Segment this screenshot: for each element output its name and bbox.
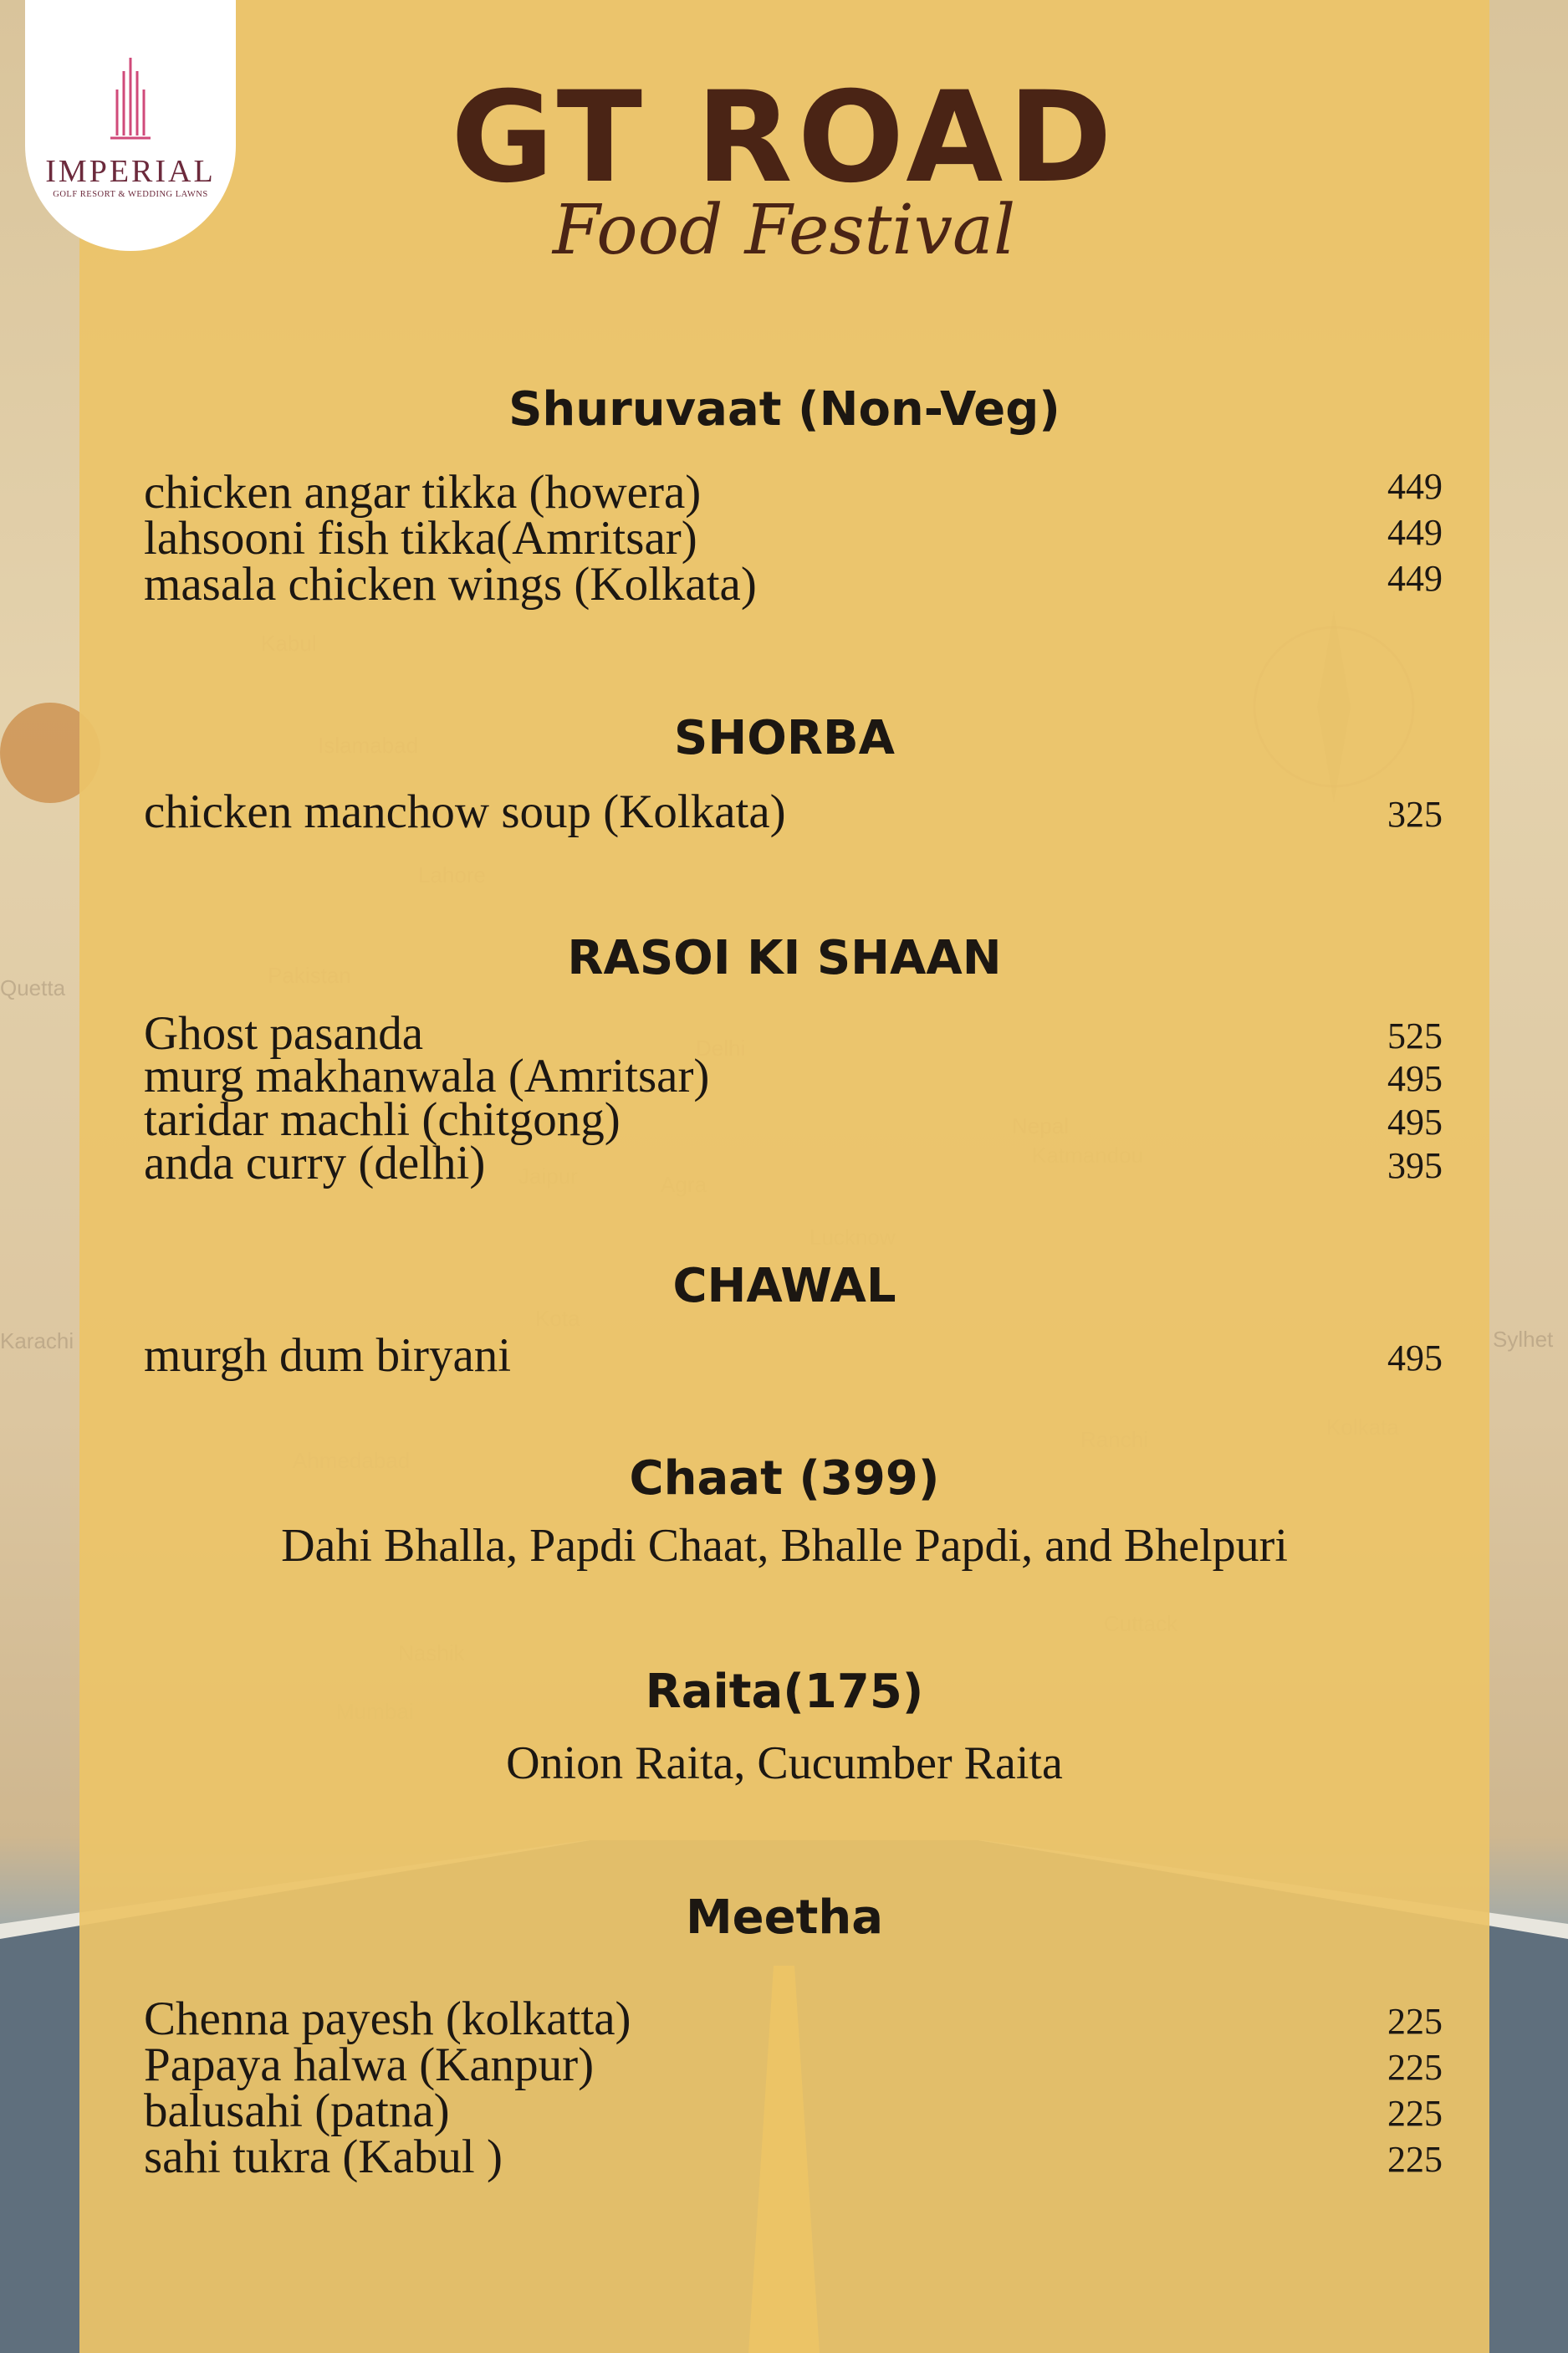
page-subtitle: Food Festival — [552, 191, 1016, 270]
menu-item: lahsooni fish tikka(Amritsar) — [144, 512, 697, 565]
menu-item-price: 449 — [1387, 512, 1443, 553]
menu-item: anda curry (delhi) — [144, 1137, 486, 1189]
section-title-meetha: Meetha — [685, 1890, 884, 1945]
logo-tagline: GOLF RESORT & WEDDING LAWNS — [53, 190, 208, 199]
menu-item: sahi tukra (Kabul ) — [144, 2130, 503, 2183]
menu-item-price: 225 — [1387, 2093, 1443, 2134]
menu-item: Papaya halwa (Kanpur) — [144, 2038, 595, 2091]
logo-name: IMPERIAL — [45, 154, 216, 189]
menu-item: Ghost pasanda — [144, 1007, 424, 1060]
menu-item: balusahi (patna) — [144, 2084, 450, 2137]
menu-item-price: 449 — [1387, 466, 1443, 507]
menu-item-price: 525 — [1387, 1015, 1443, 1056]
menu-item-price: 225 — [1387, 2139, 1443, 2180]
menu-item-price: 225 — [1387, 2047, 1443, 2088]
map-label: Karachi — [0, 1328, 74, 1353]
map-label: Sylhet — [1493, 1327, 1554, 1352]
section-description-raita: Onion Raita, Cucumber Raita — [506, 1737, 1063, 1789]
logo-badge — [25, 0, 236, 251]
menu-item: chicken angar tikka (howera) — [144, 466, 702, 519]
section-title-starters: Shuruvaat (Non-Veg) — [508, 382, 1060, 437]
tower-emblem-icon — [105, 56, 156, 148]
menu-item: Chenna payesh (kolkatta) — [144, 1992, 631, 2045]
map-label: Quetta — [0, 975, 66, 1000]
menu-item-price: 449 — [1387, 558, 1443, 599]
menu-item: taridar machli (chitgong) — [144, 1093, 621, 1146]
section-title-raita: Raita(175) — [645, 1665, 924, 1719]
menu-item: chicken manchow soup (Kolkata) — [144, 785, 786, 838]
section-description-chaat: Dahi Bhalla, Papdi Chaat, Bhalle Papdi, and Bhelpuri — [281, 1520, 1288, 1572]
menu-item-price: 395 — [1387, 1145, 1443, 1186]
menu-item: murg makhanwala (Amritsar) — [144, 1050, 710, 1102]
menu-item: murgh dum biryani — [144, 1329, 512, 1382]
menu-item: masala chicken wings (Kolkata) — [144, 558, 757, 611]
menu-item-price: 225 — [1387, 2001, 1443, 2042]
menu-item-price: 495 — [1387, 1102, 1443, 1143]
page-title: GT ROAD — [451, 65, 1117, 211]
section-title-shorba: SHORBA — [674, 711, 895, 765]
menu-item-price: 495 — [1387, 1338, 1443, 1379]
section-title-chaat: Chaat (399) — [629, 1451, 940, 1506]
menu-item-price: 325 — [1387, 794, 1443, 835]
section-title-chawal: CHAWAL — [672, 1259, 896, 1313]
section-title-rasoi: RASOI KI SHAAN — [567, 931, 1002, 985]
menu-item-price: 495 — [1387, 1058, 1443, 1099]
